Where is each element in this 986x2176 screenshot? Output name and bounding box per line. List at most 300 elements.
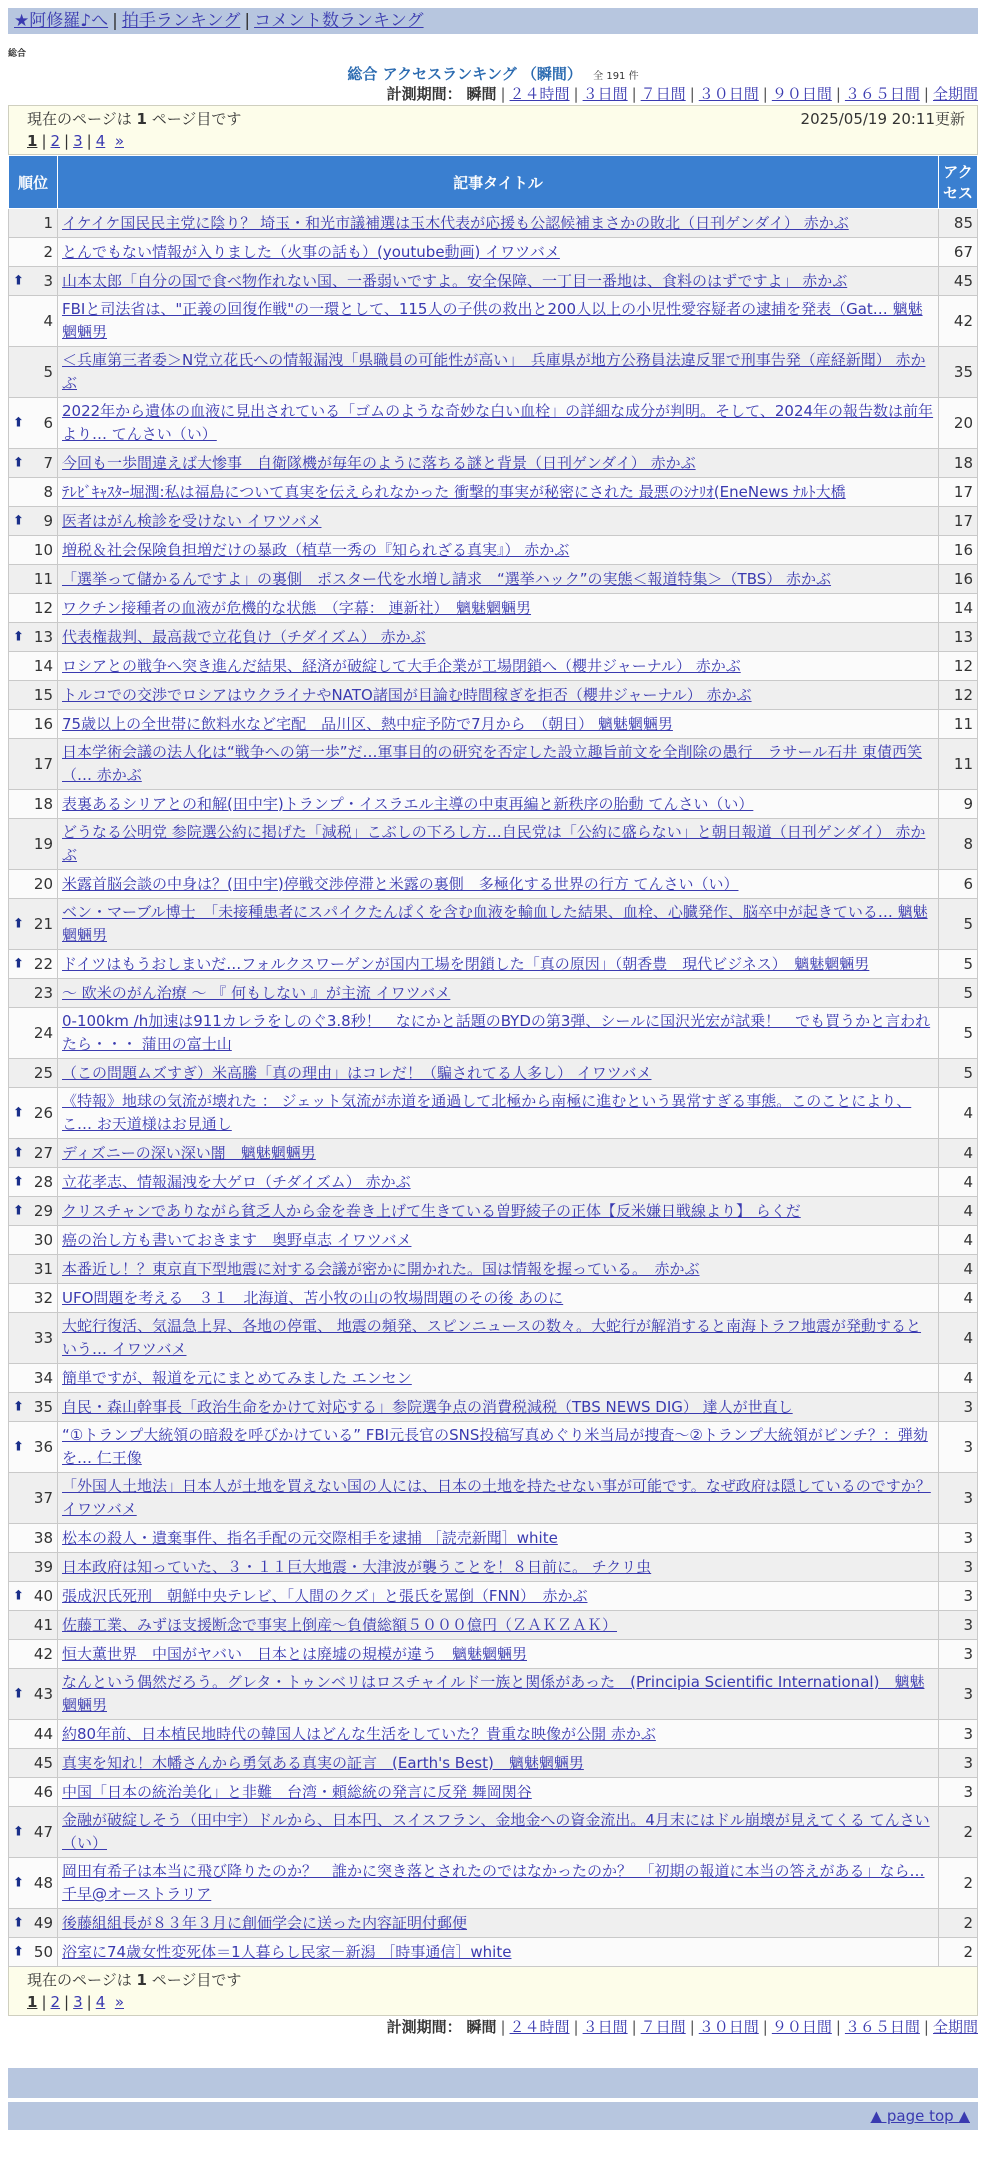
article-link[interactable]: ﾃﾚﾋﾞｷｬｽﾀｰ堀潤:私は福島について真実を伝えられなかった 衝撃的事実が秘密にされた 最悪のｼﾅﾘｵ(EneNews ﾅﾙﾄ大橋 (62, 482, 846, 501)
access-count: 3 (939, 1422, 978, 1473)
rank-cell (9, 449, 58, 478)
rank-number: 32 (33, 1289, 53, 1307)
article-link[interactable]: 張成沢氏死刑 朝鮮中央テレビ、「人間のクズ」と張氏を罵倒（FNN） 赤かぶ (62, 1586, 588, 1605)
article-link[interactable]: UFO問題を考える ３１ 北海道、苫小牧の山の牧場問題のその後 あのに (62, 1288, 564, 1307)
access-count: 4 (939, 1313, 978, 1364)
access-count: 5 (939, 1059, 978, 1088)
rank-cell (9, 478, 58, 507)
title-cell (58, 507, 939, 536)
article-link[interactable]: 75歳以上の全世帯に飲料水など宅配 品川区、熱中症予防で7月から （朝日） 魑魅魍魎男 (62, 714, 673, 733)
page-4-link[interactable]: 4 (95, 132, 106, 150)
table-row (9, 267, 978, 296)
title-cell (58, 209, 939, 238)
title-cell (58, 1611, 939, 1640)
rank-number: 28 (33, 1173, 53, 1191)
article-link[interactable]: ドイツはもうおしまいだ…フォルクスワーゲンが国内工場を閉鎖した「真の原因」（朝香豊 現代ビジネス） 魑魅魍魎男 (62, 954, 870, 973)
table-row (9, 1611, 978, 1640)
article-link[interactable]: 「選挙って儲かるんですよ」の裏側 ポスター代を水増し請求 “選挙ハック”の実態＜報道特集＞（TBS） 赤かぶ (62, 569, 832, 588)
access-count: 4 (939, 1088, 978, 1139)
page-2-link[interactable]: 2 (50, 1993, 61, 2011)
period-selector-top: 計測期間： 瞬間 | ２４時間 | ３日間 | ７日間 | ３０日間 | ９０日間 | ３６５日間 | 全期間 (386, 85, 978, 103)
access-count: 3 (939, 1778, 978, 1807)
rank-number: 17 (33, 755, 53, 773)
article-link[interactable]: “①トランプ大統領の暗殺を呼びかけている” FBI元長官のSNS投稿写真めぐり米当局が捜査～②トランプ大統領がピンチ？：弾劾を… 仁王像 (62, 1426, 928, 1467)
comment-ranking-link[interactable]: コメント数ランキング (254, 11, 424, 31)
access-count: 67 (939, 238, 978, 267)
rank-up-icon: ⬆ (13, 1875, 24, 1891)
access-count: 3 (939, 1473, 978, 1524)
title-cell (58, 398, 939, 449)
table-row (9, 1858, 978, 1909)
access-count: 4 (939, 1139, 978, 1168)
rank-cell (9, 1749, 58, 1778)
rank-cell (9, 1364, 58, 1393)
article-link[interactable]: とんでもない情報が入りました（火事の話も）(youtube動画) イワツバメ (62, 242, 560, 261)
table-row (9, 1807, 978, 1858)
rank-number: 23 (33, 984, 53, 1002)
rank-number: 31 (33, 1260, 53, 1278)
table-row (9, 1284, 978, 1313)
period-24h[interactable]: ２４時間 (509, 85, 570, 103)
title-cell (58, 652, 939, 681)
access-count: 16 (939, 565, 978, 594)
article-link[interactable]: 後藤組組長が８３年３月に創価学会に送った内容証明付郵便 (62, 1913, 468, 1932)
article-link[interactable]: 本番近し！？東京直下型地震に対する会議が密かに開かれた。国は情報を握っている。 赤かぶ (62, 1259, 700, 1278)
table-row (9, 652, 978, 681)
rank-cell (9, 1059, 58, 1088)
rank-cell (9, 899, 58, 950)
rank-number: 15 (33, 686, 53, 704)
rank-number: 39 (33, 1558, 53, 1576)
rank-up-icon: ⬆ (13, 1439, 24, 1455)
clap-ranking-link[interactable]: 拍手ランキング (121, 11, 241, 31)
rank-number: 14 (33, 657, 53, 675)
rank-number: 6 (43, 414, 53, 432)
next-page-link[interactable]: » (114, 1993, 124, 2011)
rank-cell (9, 681, 58, 710)
title-cell (58, 979, 939, 1008)
current-page-text: 現在のページは 1 ページ目です (27, 1971, 242, 1989)
pagination: 1 | 2 | 3 | 4 » (27, 1993, 124, 2011)
rank-cell (9, 1640, 58, 1669)
period-current: 瞬間 (466, 85, 497, 103)
page-title-text: 総合 アクセスランキング （瞬間） (347, 65, 582, 83)
article-link[interactable]: 0-100km /h加速は911カレラをしのぐ3.8秒！ なにかと話題のBYDの第3弾、シールに国沢光宏が試乗！ でも買うかと言われたら・・・ 蒲田の富士山 (62, 1012, 931, 1053)
access-count: 3 (939, 1749, 978, 1778)
table-row (9, 1422, 978, 1473)
table-row (9, 1364, 978, 1393)
table-row (9, 1088, 978, 1139)
table-row (9, 398, 978, 449)
header-title: 記事タイトル (58, 156, 939, 209)
rank-cell (9, 1284, 58, 1313)
access-count: 8 (939, 819, 978, 870)
rank-up-icon: ⬆ (13, 1915, 24, 1931)
rank-cell (9, 1088, 58, 1139)
rank-number: 22 (33, 955, 53, 973)
article-link[interactable]: 山本太郎「自分の国で食べ物作れない国、一番弱いですよ。安全保障、一丁目一番地は、食料のはずですよ」 赤かぶ (62, 271, 848, 290)
rank-cell (9, 652, 58, 681)
rank-cell (9, 1582, 58, 1611)
rank-cell (9, 1720, 58, 1749)
title-cell (58, 819, 939, 870)
rank-up-icon: ⬆ (13, 1824, 24, 1840)
period-7d[interactable]: ７日間 (640, 85, 686, 103)
title-cell (58, 238, 939, 267)
article-link[interactable]: クリスチャンでありながら貧乏人から金を巻き上げて生きている曽野綾子の正体【反米嫌日戦線より】 らくだ (62, 1201, 801, 1220)
title-cell (58, 267, 939, 296)
table-row (9, 1553, 978, 1582)
rank-cell (9, 507, 58, 536)
table-row (9, 1255, 978, 1284)
article-link[interactable]: 立花孝志、情報漏洩を大ゲロ（チダイズム） 赤かぶ (62, 1172, 411, 1191)
pagination: 1 | 2 | 3 | 4 » (27, 132, 124, 150)
table-row (9, 1059, 978, 1088)
article-link[interactable]: 表裏あるシリアとの和解(田中宇)トランプ・イスラエル主導の中東再編と新秩序の胎動 てんさい（い） (62, 794, 754, 813)
article-link[interactable]: ＜兵庫第三者委＞N党立花氏への情報漏洩「県職員の可能性が高い」 兵庫県が地方公務員法違反罪で刑事告発（産経新聞） 赤かぶ (62, 351, 926, 392)
rank-cell (9, 979, 58, 1008)
rank-cell (9, 296, 58, 347)
article-link[interactable]: 「外国人土地法」日本人が土地を買えない国の人には、日本の土地を持たせない事が可能です。なぜ政府は隠しているのですか？ イワツバメ (62, 1477, 931, 1518)
period-90d[interactable]: ９０日間 (771, 2018, 832, 2036)
article-link[interactable]: 増税＆社会保険負担増だけの暴政（植草一秀の『知られざる真実』） 赤かぶ (62, 540, 570, 559)
title-cell (58, 1669, 939, 1720)
article-link[interactable]: ディズニーの深い深い闇 魑魅魍魎男 (62, 1143, 316, 1162)
title-cell (58, 950, 939, 979)
table-row (9, 1640, 978, 1669)
article-link[interactable]: イケイケ国民民主党に陰り？ 埼玉・和光市議補選は玉木代表が応援も公認候補まさかの敗北（日刊ゲンダイ） 赤かぶ (62, 213, 849, 232)
article-link[interactable]: 岡田有希子は本当に飛び降りたのか？ 誰かに突き落とされたのではなかったのか？ 「初期の報道に本当の答えがある」なら… 千早@オーストラリア (62, 1862, 925, 1903)
nav-separator: | (112, 11, 118, 31)
title-cell (58, 536, 939, 565)
access-count: 35 (939, 347, 978, 398)
table-row (9, 1749, 978, 1778)
article-link[interactable]: 医者はがん検診を受けない イワツバメ (62, 511, 322, 530)
article-link[interactable]: 浴室に74歳女性変死体＝1人暮らし民家－新潟 ［時事通信］white (62, 1942, 512, 1961)
rank-up-icon: ⬆ (13, 1686, 24, 1702)
rank-cell (9, 1938, 58, 1967)
rank-cell (9, 1909, 58, 1938)
rank-number: 37 (33, 1489, 53, 1507)
table-row (9, 347, 978, 398)
rank-cell (9, 1807, 58, 1858)
table-row (9, 899, 978, 950)
page-1-current: 1 (27, 1993, 38, 2011)
access-count: 17 (939, 507, 978, 536)
title-cell (58, 1168, 939, 1197)
rank-cell (9, 1008, 58, 1059)
table-row (9, 1669, 978, 1720)
total-count: 全 191 件 (593, 71, 639, 82)
rank-cell (9, 536, 58, 565)
article-link[interactable]: 金融が破綻しそう（田中宇）ドルから、日本円、スイスフラン、金地金への資金流出。4月末にはドル崩壊が見えてくる てんさい（い） (62, 1811, 930, 1852)
page-4-link[interactable]: 4 (95, 1993, 106, 2011)
article-link[interactable]: ワクチン接種者の血液が危機的な状態 （字幕： 連新社） 魑魅魍魎男 (62, 598, 532, 617)
rank-number: 21 (33, 915, 53, 933)
access-count: 4 (939, 1226, 978, 1255)
article-link[interactable]: 中国「日本の統治美化」と非難 台湾・頼総統の発言に反発 舞岡関谷 (62, 1782, 532, 1801)
article-link[interactable]: FBIと司法省は、"正義の回復作戦"の一環として、115人の子供の救出と200人以上の小児性愛容疑者の逮捕を発表（Gat… 魑魅魍魎男 (62, 300, 923, 341)
rank-cell (9, 267, 58, 296)
article-link[interactable]: 米露首脳会談の中身は？(田中宇)停戦交渉停滞と米露の裏側 多極化する世界の行方 てんさい（い） (62, 874, 739, 893)
rank-up-icon: ⬆ (13, 513, 24, 529)
access-count: 2 (939, 1858, 978, 1909)
title-cell (58, 1284, 939, 1313)
rank-number: 27 (33, 1144, 53, 1162)
article-link[interactable]: 恒大薫世界 中国がヤバい 日本とは廃墟の規模が違う 魑魅魍魎男 (62, 1644, 528, 1663)
rank-number: 48 (33, 1874, 53, 1892)
article-link[interactable]: ベン・マーブル博士 「未接種患者にスパイクたんぱくを含む血液を輸血した結果、血栓、心臓発作、脳卒中が起きている… 魑魅魍魎男 (62, 903, 928, 944)
next-page-link[interactable]: » (114, 132, 124, 150)
access-count: 4 (939, 1197, 978, 1226)
rank-cell (9, 623, 58, 652)
page-info-top (8, 105, 978, 155)
title-cell (58, 1807, 939, 1858)
table-row (9, 238, 978, 267)
title-cell (58, 1197, 939, 1226)
title-cell (58, 1778, 939, 1807)
rank-up-icon: ⬆ (13, 415, 24, 431)
title-cell (58, 1255, 939, 1284)
period-30d[interactable]: ３０日間 (698, 2018, 759, 2036)
access-count: 18 (939, 449, 978, 478)
access-count: 4 (939, 1168, 978, 1197)
title-cell (58, 1059, 939, 1088)
rank-up-icon: ⬆ (13, 956, 24, 972)
table-row (9, 1168, 978, 1197)
title-cell (58, 790, 939, 819)
article-link[interactable]: 佐藤工業、みずほ支援断念で事実上倒産～負債総額５０００億円（ＺＡＫＺＡＫ） (62, 1615, 618, 1634)
rank-up-icon: ⬆ (13, 455, 24, 471)
page-top-link[interactable]: ▲ page top ▲ (870, 2107, 970, 2125)
rank-up-icon: ⬆ (13, 1203, 24, 1219)
access-count: 45 (939, 267, 978, 296)
page-title (8, 63, 978, 83)
rank-cell (9, 1669, 58, 1720)
footer-bar (8, 2068, 978, 2098)
rank-number: 25 (33, 1064, 53, 1082)
rank-number: 45 (33, 1754, 53, 1772)
access-count: 14 (939, 594, 978, 623)
title-cell (58, 899, 939, 950)
nav-separator: | (244, 11, 251, 31)
title-cell (58, 565, 939, 594)
period-365d[interactable]: ３６５日間 (844, 2018, 920, 2036)
rank-number: 24 (33, 1024, 53, 1042)
table-row (9, 623, 978, 652)
rank-up-icon: ⬆ (13, 916, 24, 932)
access-count: 3 (939, 1669, 978, 1720)
title-cell (58, 870, 939, 899)
access-count: 42 (939, 296, 978, 347)
access-count: 2 (939, 1807, 978, 1858)
title-cell (58, 1749, 939, 1778)
rank-number: 8 (43, 483, 53, 501)
article-link[interactable]: 日本政府は知っていた、３・１１巨大地震・大津波が襲うことを！８日前に。 チクリ虫 (62, 1557, 652, 1576)
article-link[interactable]: トルコでの交渉でロシアはウクライナやNATO諸国が目論む時間稼ぎを拒否（櫻井ジャーナル） 赤かぶ (62, 685, 752, 704)
rank-up-icon: ⬆ (13, 1399, 24, 1415)
access-count: 13 (939, 623, 978, 652)
rank-cell (9, 347, 58, 398)
article-link[interactable]: ～ 欧米のがん治療 ～ 『 何もしない 』が主流 イワツバメ (62, 983, 451, 1002)
rank-number: 43 (33, 1685, 53, 1703)
rank-cell (9, 739, 58, 790)
period-3d[interactable]: ３日間 (582, 85, 628, 103)
header-rank: 順位 (9, 156, 58, 209)
article-link[interactable]: 自民・森山幹事長「政治生命をかけて対応する」参院選争点の消費税減税（TBS NEWS DIG） 達人が世直し (62, 1397, 793, 1416)
rank-number: 44 (33, 1725, 53, 1743)
article-link[interactable]: （この問題ムズすぎ）米高騰「真の理由」はコレだ！（騙されてる人多し） イワツバメ (62, 1063, 652, 1082)
rank-number: 46 (33, 1783, 53, 1801)
table-row (9, 1778, 978, 1807)
article-link[interactable]: 日本学術会議の法人化は“戦争への第一歩”だ…軍事目的の研究を否定した設立趣旨前文を全削除の愚行 ラサール石井 東債西笑（… 赤かぶ (62, 743, 923, 784)
access-count: 4 (939, 1284, 978, 1313)
period-3d[interactable]: ３日間 (582, 2018, 628, 2036)
title-cell (58, 1938, 939, 1967)
title-cell (58, 1582, 939, 1611)
access-count: 85 (939, 209, 978, 238)
period-365d[interactable]: ３６５日間 (844, 85, 920, 103)
rank-cell (9, 1139, 58, 1168)
rank-number: 34 (33, 1369, 53, 1387)
period-90d[interactable]: ９０日間 (771, 85, 832, 103)
table-row (9, 739, 978, 790)
table-row (9, 681, 978, 710)
article-link[interactable]: 癌の治し方も書いておきます 奥野卓志 イワツバメ (62, 1230, 412, 1249)
page-2-link[interactable]: 2 (50, 132, 61, 150)
period-all[interactable]: 全期間 (932, 85, 978, 103)
article-link[interactable]: 簡単ですが、報道を元にまとめてみました エンセン (62, 1368, 412, 1387)
period-7d[interactable]: ７日間 (640, 2018, 686, 2036)
rank-number: 30 (33, 1231, 53, 1249)
article-link[interactable]: どうなる公明党 参院選公約に掲げた「減税」こぶしの下ろし方…自民党は「公約に盛らない」と朝日報道（日刊ゲンダイ） 赤かぶ (62, 823, 926, 864)
table-row (9, 790, 978, 819)
rank-number: 36 (33, 1438, 53, 1456)
page-3-link[interactable]: 3 (73, 1993, 83, 2011)
article-link[interactable]: 2022年から遺体の血液に見出されている「ゴムのような奇妙な白い血栓」の詳細な成分が判明。そして、2024年の報告数は前年より… てんさい（い） (62, 402, 934, 443)
rank-number: 50 (33, 1943, 53, 1961)
title-cell (58, 478, 939, 507)
rank-number: 26 (33, 1104, 53, 1122)
rank-cell (9, 1197, 58, 1226)
home-link[interactable]: ★阿修羅♪へ (14, 11, 109, 31)
rank-number: 7 (43, 454, 53, 472)
rank-cell (9, 1553, 58, 1582)
rank-cell (9, 398, 58, 449)
rank-up-icon: ⬆ (13, 1174, 24, 1190)
article-link[interactable]: 今回も一歩間違えば大惨事 自衛隊機が毎年のように落ちる謎と背景（日刊ゲンダイ） 赤かぶ (62, 453, 696, 472)
rank-number: 47 (33, 1823, 53, 1841)
table-row (9, 1197, 978, 1226)
access-count: 11 (939, 710, 978, 739)
title-cell (58, 623, 939, 652)
article-link[interactable]: なんという偶然だろう。グレタ・トゥンベリはロスチャイルド一族と関係があった (Principia Scientific International) 魑魅魍魎男 (62, 1673, 925, 1714)
rank-cell (9, 1473, 58, 1524)
rank-number: 18 (33, 795, 53, 813)
rank-up-icon: ⬆ (13, 1145, 24, 1161)
table-row (9, 209, 978, 238)
access-count: 17 (939, 478, 978, 507)
period-30d[interactable]: ３０日間 (698, 85, 759, 103)
title-cell (58, 1008, 939, 1059)
rank-number: 42 (33, 1645, 53, 1663)
table-row (9, 1139, 978, 1168)
article-link[interactable]: 《特報》地球の気流が壊れた ： ジェット気流が赤道を通過して北極から南極に進むという異常すぎる事態。このことにより、こ… お天道様はお見通し (62, 1092, 912, 1133)
period-24h[interactable]: ２４時間 (509, 2018, 570, 2036)
rank-cell (9, 1611, 58, 1640)
rank-up-icon: ⬆ (13, 1588, 24, 1604)
rank-cell (9, 870, 58, 899)
rank-number: 16 (33, 715, 53, 733)
table-row (9, 1226, 978, 1255)
article-link[interactable]: 松本の殺人・遺棄事件、指名手配の元交際相手を逮捕 ［読売新聞］white (62, 1528, 558, 1547)
access-count: 5 (939, 979, 978, 1008)
rank-number: 10 (33, 541, 53, 559)
table-row (9, 870, 978, 899)
table-row (9, 1524, 978, 1553)
access-count: 4 (939, 1255, 978, 1284)
rank-cell (9, 950, 58, 979)
rank-cell (9, 1226, 58, 1255)
rank-cell (9, 594, 58, 623)
rank-number: 13 (33, 628, 53, 646)
rank-number: 19 (33, 835, 53, 853)
page-top-bar (8, 2102, 978, 2130)
title-cell (58, 1858, 939, 1909)
access-count: 5 (939, 899, 978, 950)
title-cell (58, 296, 939, 347)
rank-cell (9, 1313, 58, 1364)
table-row (9, 565, 978, 594)
access-count: 5 (939, 950, 978, 979)
top-nav (8, 8, 978, 34)
article-link[interactable]: 真実を知れ！木幡さんから勇気ある真実の証言 (Earth's Best) 魑魅魍魎男 (62, 1753, 584, 1772)
article-link[interactable]: 代表権裁判、最高裁で立花負け（チダイズム） 赤かぶ (62, 627, 426, 646)
rank-number: 29 (33, 1202, 53, 1220)
access-count: 6 (939, 870, 978, 899)
rank-cell (9, 1422, 58, 1473)
title-cell (58, 739, 939, 790)
rank-number: 38 (33, 1529, 53, 1547)
title-cell (58, 1088, 939, 1139)
access-count: 2 (939, 1938, 978, 1967)
rank-number: 9 (43, 512, 53, 530)
access-count: 5 (939, 1008, 978, 1059)
article-link[interactable]: 大蛇行復活、気温急上昇、各地の停電、 地震の頻発、スピンニュースの数々。大蛇行が解消すると南海トラフ地震が発動するという… イワツバメ (62, 1317, 922, 1358)
table-row (9, 710, 978, 739)
rank-cell (9, 1393, 58, 1422)
rank-number: 4 (43, 312, 53, 330)
rank-number: 2 (43, 243, 53, 261)
title-cell (58, 449, 939, 478)
ranking-table (8, 155, 978, 1967)
rank-cell (9, 238, 58, 267)
table-row (9, 1008, 978, 1059)
table-row (9, 507, 978, 536)
article-link[interactable]: ロシアとの戦争へ突き進んだ結果、経済が破綻して大手企業が工場閉鎖へ（櫻井ジャーナル） 赤かぶ (62, 656, 741, 675)
table-row (9, 1909, 978, 1938)
rank-cell (9, 1168, 58, 1197)
period-all[interactable]: 全期間 (932, 2018, 978, 2036)
title-cell (58, 1393, 939, 1422)
title-cell (58, 1313, 939, 1364)
page-3-link[interactable]: 3 (73, 132, 83, 150)
title-cell (58, 1226, 939, 1255)
title-cell (58, 1473, 939, 1524)
title-cell (58, 1364, 939, 1393)
period-current: 瞬間 (466, 2018, 497, 2036)
article-link[interactable]: 約80年前、日本植民地時代の韓国人はどんな生活をしていた？貴重な映像が公開 赤かぶ (62, 1724, 656, 1743)
